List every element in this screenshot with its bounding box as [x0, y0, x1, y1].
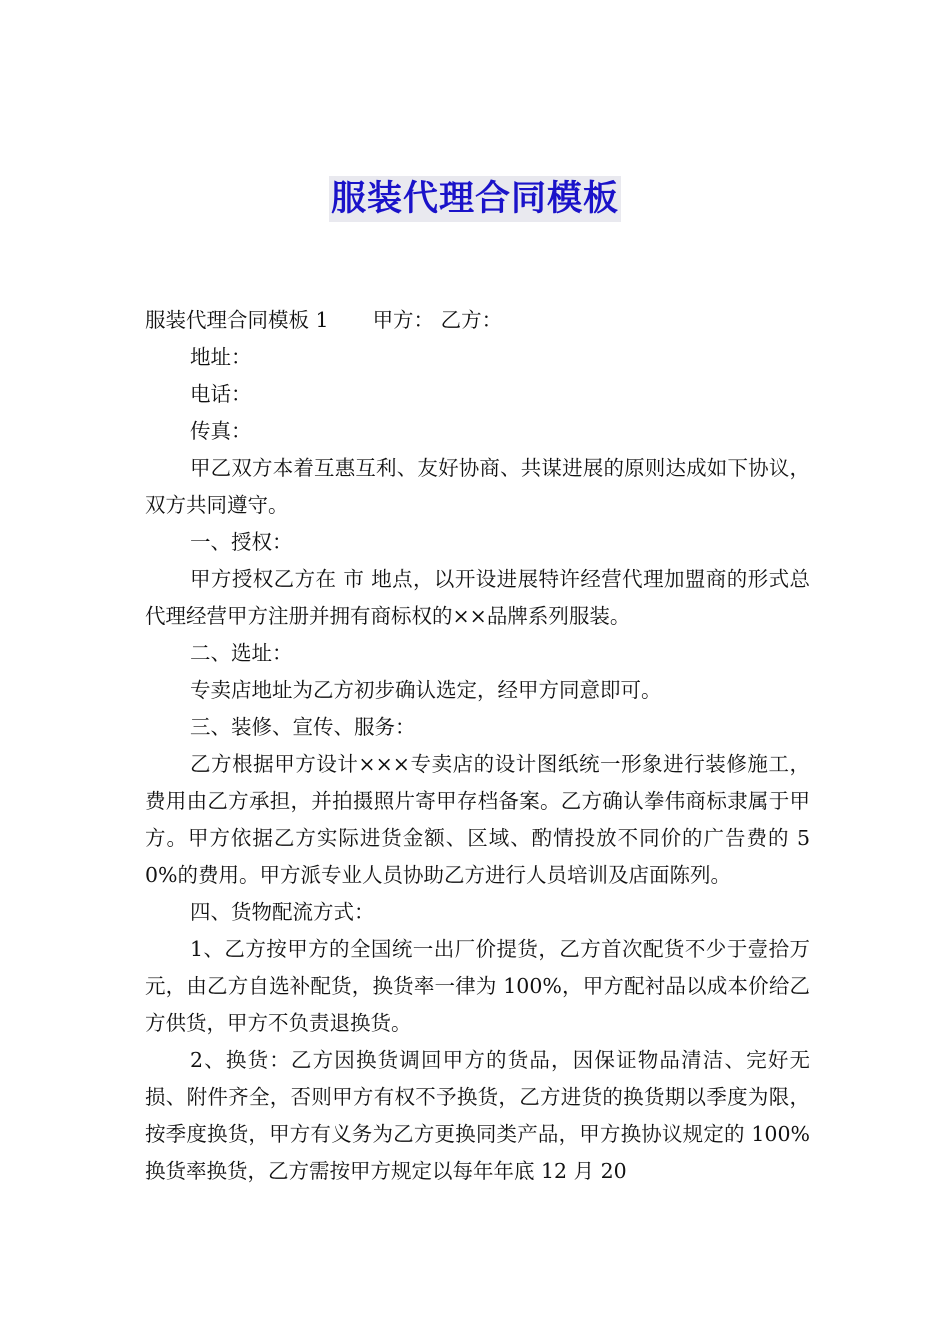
document-title: 服装代理合同模板	[329, 176, 621, 222]
section-heading-decoration: 三、装修、宣传、服务：	[190, 715, 416, 739]
site-paragraph: 专卖店地址为乙方初步确认选定，经甲方同意即可。	[190, 678, 662, 702]
phone-line: 电话：	[190, 382, 252, 406]
decoration-paragraph: 乙方根据甲方设计×××专卖店的设计图纸统一形象进行装修施工，费用由乙方承担，并拍摄照片寄甲存档备案。乙方确认拳伟商标隶属于甲方。甲方依据乙方实际进货金额、区域、酌情投放不同价的广告费的 50%的费用。甲方派专业人员协助乙方进行人员培训及店面陈列。	[145, 752, 810, 887]
party-b-label: 乙方：	[440, 308, 503, 332]
preamble-paragraph: 甲乙双方本着互惠互利、友好协商、共谋进展的原则达成如下协议，双方共同遵守。	[145, 456, 810, 517]
distribution-item-1: 1、乙方按甲方的全国统一出厂价提货，乙方首次配货不少于壹拾万元，由乙方自选补配货，换货率一律为 100%，甲方配衬品以成本价给乙方供货，甲方不负责退换货。	[145, 937, 810, 1035]
section-heading-distribution: 四、货物配流方式：	[190, 900, 375, 924]
distribution-item-2: 2、换货：乙方因换货调回甲方的货品，因保证物品清洁、完好无损、附件齐全，否则甲方有权不予换货，乙方进货的换货期以季度为限，按季度换货，甲方有义务为乙方更换同类产品，甲方换协议规定的 100%换货率换货，乙方需按甲方规定以每年年底 12 月 20	[145, 1048, 810, 1183]
section-heading-authorization: 一、授权：	[190, 530, 293, 554]
section-heading-site: 二、选址：	[190, 641, 293, 665]
contract-label: 服装代理合同模板 1	[145, 308, 329, 332]
party-a-label: 甲方：	[372, 308, 435, 332]
heading-line	[145, 302, 810, 339]
fax-line: 传真：	[190, 419, 252, 443]
address-line: 地址：	[190, 345, 252, 369]
authorization-paragraph: 甲方授权乙方在 市 地点，以开设进展特许经营代理加盟商的形式总代理经营甲方注册并拥有商标权的××品牌系列服装。	[145, 567, 810, 628]
title-area	[0, 176, 950, 222]
document-body	[145, 302, 810, 1190]
